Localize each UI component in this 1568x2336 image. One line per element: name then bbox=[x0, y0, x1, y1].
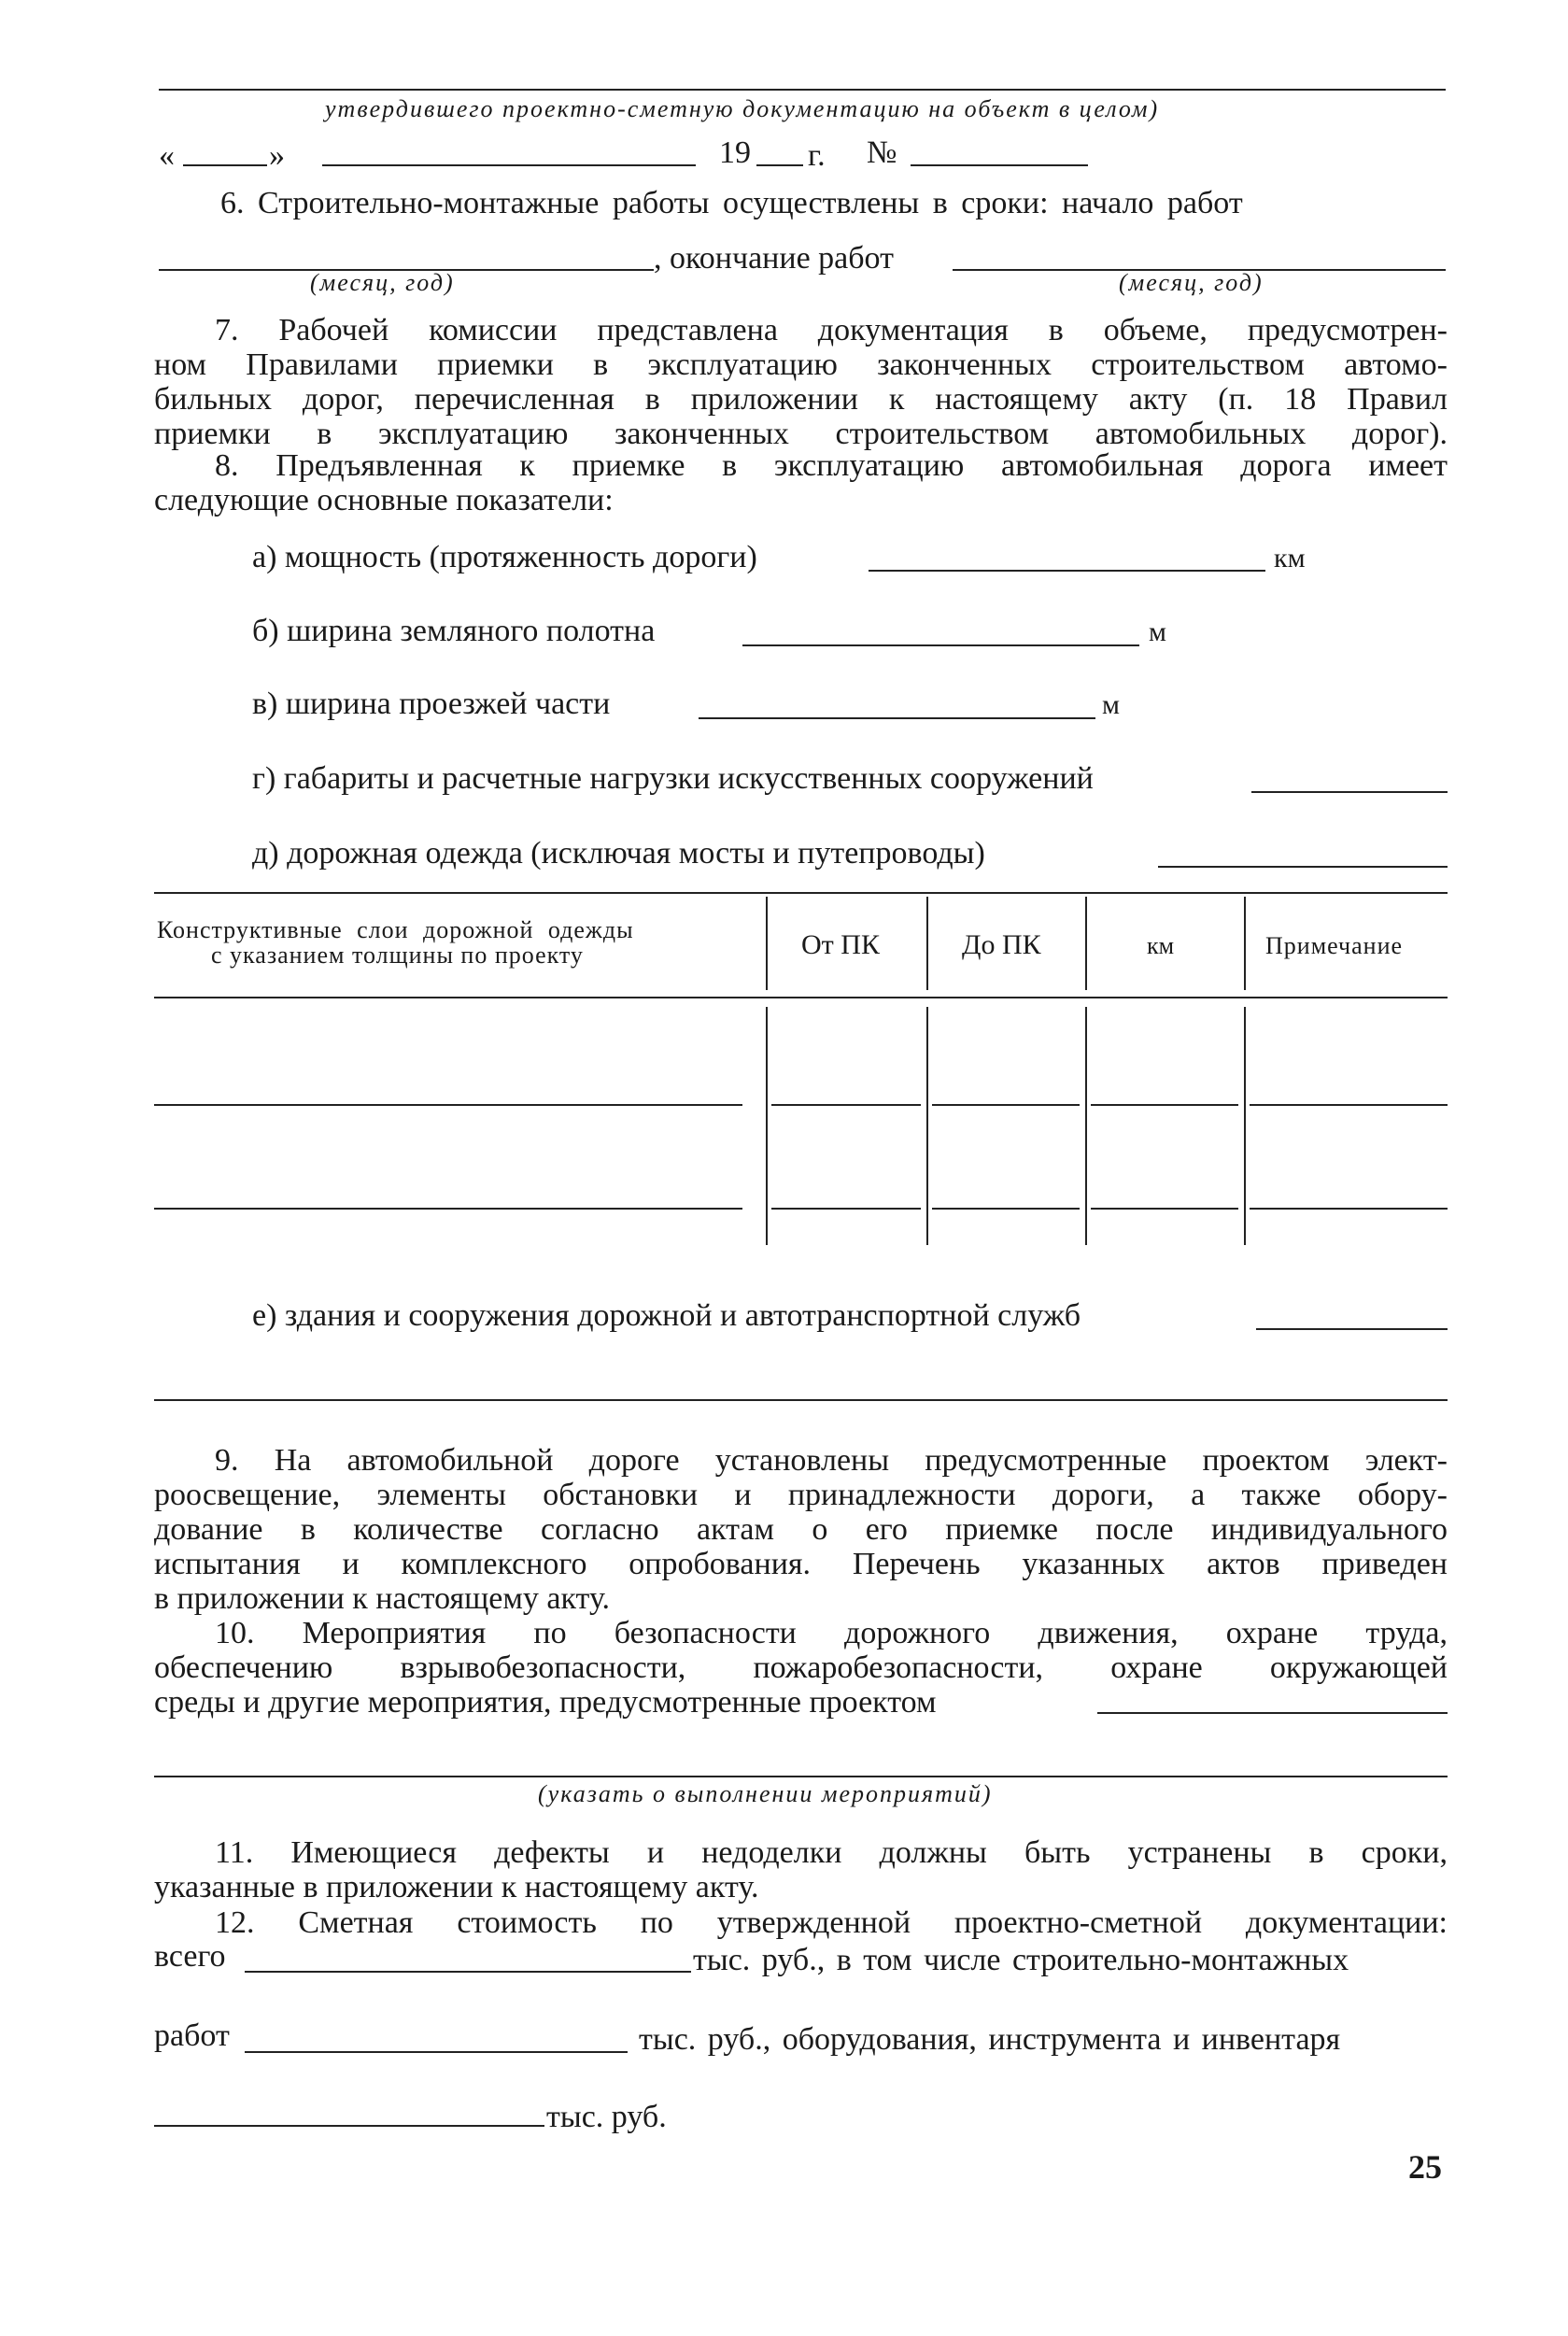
item11-row: указанные в приложении к настоящему акту. bbox=[154, 1870, 759, 1904]
item12-works-field bbox=[245, 2051, 628, 2053]
page-number: 25 bbox=[1408, 2148, 1442, 2186]
indicator-b-label: б) ширина земляного полотна bbox=[252, 614, 656, 648]
table-col1-line1: Конструктивные слои дорожной одежды bbox=[157, 916, 634, 943]
item6-line1: 6. Строительно-монтажные работы осуществлены в сроки: начало работ bbox=[220, 186, 1243, 220]
table-col4-header: км bbox=[1147, 932, 1175, 959]
item6-caption-right: (месяц, год) bbox=[1119, 269, 1264, 296]
indicator-a-unit: км bbox=[1274, 543, 1306, 573]
table-vrule bbox=[926, 1007, 928, 1245]
item10-extra-line bbox=[154, 1776, 1448, 1777]
table-row-rule bbox=[1091, 1208, 1238, 1210]
item12-paragraph bbox=[154, 1905, 1448, 1940]
item12-works-label: работ bbox=[154, 2018, 230, 2053]
date-day-field bbox=[183, 164, 267, 166]
table-col2-header: От ПК bbox=[801, 929, 880, 960]
item8-row: 8. Предъявленная к приемке в эксплуатацию автомобильная дорога имеет bbox=[215, 448, 1448, 483]
date-quote-close: » bbox=[269, 138, 285, 173]
indicator-a-field bbox=[869, 570, 1265, 572]
table-vrule bbox=[1085, 1007, 1087, 1245]
item7-row: ном Правилами приемки в эксплуатацию законченных строительством автомо- bbox=[154, 347, 1448, 382]
indicator-a-label: а) мощность (протяженность дороги) bbox=[252, 540, 757, 574]
item12-last-tail: тыс. руб. bbox=[546, 2100, 667, 2134]
item9-row: испытания и комплексного опробования. Перечень указанных актов приведен bbox=[154, 1547, 1448, 1581]
indicator-c-unit: м bbox=[1102, 689, 1120, 720]
table-vrule bbox=[1244, 897, 1246, 990]
indicator-b-field bbox=[742, 644, 1139, 646]
item12-total-tail: тыс. руб., в том числе строительно-монтажных bbox=[693, 1943, 1349, 1977]
table-vrule bbox=[1244, 1007, 1246, 1245]
date-year-prefix: 19 bbox=[719, 135, 751, 170]
item7-paragraph bbox=[154, 313, 1448, 451]
item12-last-field bbox=[154, 2125, 544, 2127]
item7-row: приемки в эксплуатацию законченных строительством автомобильных дорог). bbox=[154, 417, 1448, 451]
item7-row: 7. Рабочей комиссии представлена документация в объеме, предусмотрен- bbox=[215, 313, 1448, 347]
indicator-d-field bbox=[1251, 791, 1448, 793]
item9-row: дование в количестве согласно актам о его приемке после индивидуального bbox=[154, 1512, 1448, 1547]
item12-total-label: всего bbox=[154, 1939, 226, 1974]
table-row-rule bbox=[932, 1208, 1080, 1210]
table-vrule bbox=[926, 897, 928, 990]
table-row-rule bbox=[154, 1208, 742, 1210]
item-e-extra-line bbox=[154, 1399, 1448, 1401]
table-col5-header: Примечание bbox=[1265, 932, 1404, 959]
item12-line1: 12. Сметная стоимость по утвержденной проектно-сметной документации: bbox=[215, 1905, 1448, 1940]
table-vrule bbox=[766, 1007, 768, 1245]
item8-paragraph bbox=[154, 448, 1448, 517]
date-year-field bbox=[756, 164, 803, 166]
item7-row: бильных дорог, перечисленная в приложении к настоящему акту (п. 18 Правил bbox=[154, 382, 1448, 417]
item9-row: 9. На автомобильной дороге установлены предусмотренные проектом элект- bbox=[215, 1443, 1448, 1478]
top-rule bbox=[159, 89, 1446, 91]
indicator-d-label: г) габариты и расчетные нагрузки искусственных сооружений bbox=[252, 761, 1094, 796]
date-month-field bbox=[322, 164, 696, 166]
item12-works-tail: тыс. руб., оборудования, инструмента и инвентаря bbox=[639, 2022, 1341, 2057]
table-row-rule bbox=[771, 1208, 921, 1210]
item6-end-label: , окончание работ bbox=[654, 241, 894, 276]
item9-row: в приложении к настоящему акту. bbox=[154, 1581, 611, 1616]
item12-total-field bbox=[245, 1971, 691, 1973]
item9-paragraph bbox=[154, 1443, 1448, 1616]
item8-row: следующие основные показатели: bbox=[154, 483, 614, 517]
table-row-rule bbox=[1250, 1208, 1448, 1210]
table-row-rule bbox=[771, 1104, 921, 1106]
table-row-rule bbox=[932, 1104, 1080, 1106]
table-vrule bbox=[1085, 897, 1087, 990]
item10-row: 10. Мероприятия по безопасности дорожного движения, охране труда, bbox=[215, 1616, 1448, 1650]
table-row-rule bbox=[1091, 1104, 1238, 1106]
item-e-field bbox=[1256, 1328, 1448, 1330]
indicator-c-field bbox=[699, 717, 1095, 719]
item11-paragraph bbox=[154, 1835, 1448, 1904]
table-top-rule bbox=[154, 892, 1448, 894]
item9-row: роосвещение, элементы обстановки и принадлежности дороги, а также обору- bbox=[154, 1478, 1448, 1512]
table-col1-line2: с указанием толщины по проекту bbox=[211, 941, 584, 969]
item10-paragraph bbox=[154, 1616, 1448, 1720]
item10-row: обеспечению взрывобезопасности, пожаробезопасности, охране окружающей bbox=[154, 1650, 1448, 1685]
item10-row: среды и другие мероприятия, предусмотренные проектом bbox=[154, 1685, 937, 1720]
table-row-rule bbox=[1250, 1104, 1448, 1106]
date-quote-open: « bbox=[159, 138, 175, 173]
indicator-e-field bbox=[1158, 866, 1448, 868]
table-row-rule bbox=[154, 1104, 742, 1106]
item10-field bbox=[1097, 1712, 1448, 1714]
date-number-sign: № bbox=[867, 135, 897, 170]
item10-caption: (указать о выполнении мероприятий) bbox=[538, 1780, 993, 1807]
date-year-suffix: г. bbox=[808, 138, 826, 173]
top-caption: утвердившего проектно-сметную документацию на объект в целом) bbox=[325, 95, 1160, 122]
indicator-e-label: д) дорожная одежда (исключая мосты и путепроводы) bbox=[252, 836, 985, 871]
date-number-field bbox=[911, 164, 1088, 166]
indicator-c-label: в) ширина проезжей части bbox=[252, 687, 611, 721]
table-header-rule bbox=[154, 997, 1448, 998]
item-e-label: е) здания и сооружения дорожной и автотранспортной служб bbox=[252, 1298, 1081, 1333]
item6-caption-left: (месяц, год) bbox=[310, 269, 455, 296]
item11-row: 11. Имеющиеся дефекты и недоделки должны быть устранены в сроки, bbox=[215, 1835, 1448, 1870]
table-col3-header: До ПК bbox=[962, 929, 1041, 960]
indicator-b-unit: м bbox=[1149, 616, 1166, 647]
table-vrule bbox=[766, 897, 768, 990]
